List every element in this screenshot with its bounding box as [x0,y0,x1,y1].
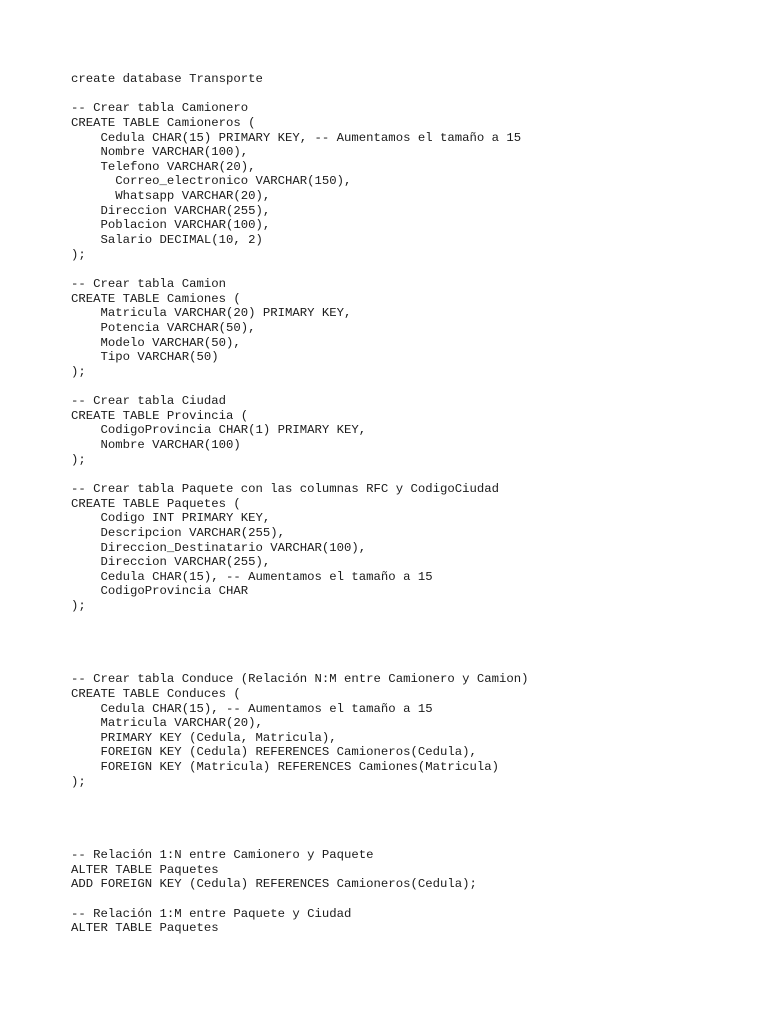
code-line: Telefono VARCHAR(20), [71,159,256,174]
blank-line [71,262,529,277]
blank-line [71,628,529,643]
code-line: ALTER TABLE Paquetes [71,862,219,877]
code-line: Salario DECIMAL(10, 2) [71,233,263,248]
code-line: -- Relación 1:N entre Camionero y Paquete [71,847,374,862]
blank-line [71,379,529,394]
code-line: Modelo VARCHAR(50), [71,335,241,350]
code-line: create database Transporte [71,72,263,86]
blank-line [71,643,529,658]
blank-line [71,87,529,102]
code-line: Whatsapp VARCHAR(20), [71,189,271,204]
code-line: CREATE TABLE Conduces ( [71,686,241,701]
blank-line [71,804,529,819]
code-line: CodigoProvincia CHAR [71,584,249,599]
code-line: CREATE TABLE Paquetes ( [71,496,241,511]
code-line: ALTER TABLE Paquetes [71,921,219,936]
code-line: Codigo INT PRIMARY KEY, [71,511,271,526]
code-line: Cedula CHAR(15) PRIMARY KEY, -- Aumentamos el tamaño a 15 [71,130,522,145]
code-line: Direccion_Destinatario VARCHAR(100), [71,540,367,555]
code-line: ); [71,774,86,789]
code-line: Cedula CHAR(15), -- Aumentamos el tamaño a 15 [71,569,433,584]
code-line: ADD FOREIGN KEY (Cedula) REFERENCES Camioneros(Cedula); [71,877,477,892]
code-line: CodigoProvincia CHAR(1) PRIMARY KEY, [71,423,367,438]
blank-line [71,819,529,834]
code-line: -- Crear tabla Camion [71,276,226,291]
code-line: -- Crear tabla Ciudad [71,394,226,409]
code-line: ); [71,364,86,379]
code-line: Direccion VARCHAR(255), [71,555,271,570]
code-line: PRIMARY KEY (Cedula, Matricula), [71,730,337,745]
code-line: -- Crear tabla Conduce (Relación N:M entre Camionero y Camion) [71,672,529,687]
blank-line [71,614,529,629]
blank-line [71,467,529,482]
code-line: CREATE TABLE Camioneros ( [71,115,256,130]
code-line: FOREIGN KEY (Cedula) REFERENCES Camioneros(Cedula), [71,745,477,760]
code-line: Poblacion VARCHAR(100), [71,218,271,233]
code-line: -- Relación 1:M entre Paquete y Ciudad [71,906,352,921]
code-line: -- Crear tabla Camionero [71,101,249,116]
code-line: Tipo VARCHAR(50) [71,350,219,365]
code-line: ); [71,599,86,614]
code-line: Direccion VARCHAR(255), [71,203,271,218]
blank-line [71,658,529,673]
code-line: ); [71,452,86,467]
sql-code-block [71,72,529,936]
code-line: Nombre VARCHAR(100) [71,438,241,453]
code-line: -- Crear tabla Paquete con las columnas RFC y CodigoCiudad [71,481,500,496]
code-line: Potencia VARCHAR(50), [71,320,256,335]
blank-line [71,789,529,804]
code-line: CREATE TABLE Provincia ( [71,408,249,423]
code-line: ); [71,247,86,262]
code-line: Matricula VARCHAR(20) PRIMARY KEY, [71,306,352,321]
code-line: Descripcion VARCHAR(255), [71,525,286,540]
blank-line [71,892,529,907]
code-line: FOREIGN KEY (Matricula) REFERENCES Camiones(Matricula) [71,760,500,775]
code-line: CREATE TABLE Camiones ( [71,291,241,306]
blank-line [71,833,529,848]
code-line: Matricula VARCHAR(20), [71,716,263,731]
code-line: Correo_electronico VARCHAR(150), [71,174,352,189]
code-line: Cedula CHAR(15), -- Aumentamos el tamaño a 15 [71,701,433,716]
code-line: Nombre VARCHAR(100), [71,145,249,160]
